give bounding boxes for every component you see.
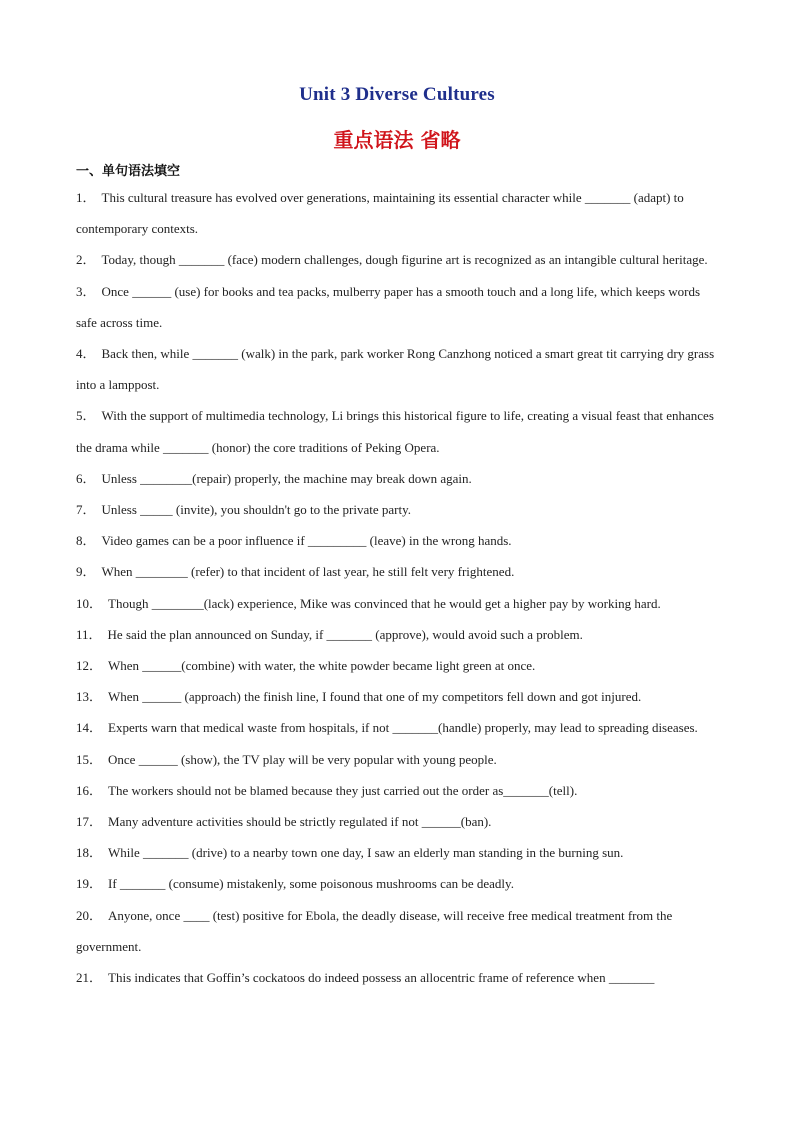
question-item <box>76 837 716 868</box>
question-text: The workers should not be blamed because they just carried out the order as_______(tell). <box>108 782 578 798</box>
question-number: 14． <box>76 720 103 736</box>
question-item <box>76 744 716 775</box>
question-number: 21． <box>76 970 103 986</box>
question-text: Experts warn that medical waste from hospitals, if not _______(handle) properly, may lead to spreading diseases. <box>108 720 698 736</box>
question-item <box>76 900 716 962</box>
question-item <box>76 276 716 338</box>
question-item <box>76 525 716 556</box>
question-number: 17． <box>76 814 103 830</box>
question-number: 13． <box>76 689 103 705</box>
question-text: Anyone, once ____ (test) positive for Ebola, the deadly disease, will receive free medical treatment from the government. <box>76 907 673 954</box>
question-text: While _______ (drive) to a nearby town one day, I saw an elderly man standing in the burning sun. <box>108 845 624 861</box>
section-heading: 一、单句语法填空 <box>76 164 181 179</box>
question-item <box>76 463 716 494</box>
question-text: When ______(combine) with water, the white powder became light green at once. <box>108 658 536 674</box>
question-text: With the support of multimedia technology, Li brings this historical figure to life, creating a visual feast that enhances the drama while _______ (honor) the core traditions of Peking Opera. <box>76 408 714 455</box>
question-item <box>76 400 716 462</box>
question-text: Once ______ (show), the TV play will be very popular with young people. <box>108 751 497 767</box>
question-number: 20． <box>76 907 103 923</box>
question-text: Though ________(lack) experience, Mike was convinced that he would get a higher pay by working hard. <box>108 595 661 611</box>
question-text: If _______ (consume) mistakenly, some poisonous mushrooms can be deadly. <box>108 876 514 892</box>
question-text: Today, though _______ (face) modern challenges, dough figurine art is recognized as an intangible cultural heritage. <box>101 252 708 268</box>
question-item <box>76 588 716 619</box>
question-number: 11． <box>76 626 102 642</box>
question-number: 1． <box>76 190 96 205</box>
question-number: 6． <box>76 470 96 486</box>
question-item <box>76 494 716 525</box>
question-item <box>76 712 716 743</box>
question-item <box>76 650 716 681</box>
question-item <box>76 868 716 899</box>
question-number: 5． <box>76 408 96 424</box>
question-text: He said the plan announced on Sunday, if _______ (approve), would avoid such a problem. <box>107 626 583 642</box>
question-text: Back then, while _______ (walk) in the park, park worker Rong Canzhong noticed a smart great tit carrying dry grass into a lamppost. <box>76 346 715 393</box>
question-text: When ________ (refer) to that incident of last year, he still felt very frightened. <box>101 564 515 580</box>
question-list <box>76 182 716 993</box>
question-number: 16． <box>76 782 103 798</box>
question-item <box>76 182 716 244</box>
question-text: Once ______ (use) for books and tea packs, mulberry paper has a smooth touch and a long life, which keeps words safe across time. <box>76 283 701 330</box>
question-item <box>76 338 716 400</box>
page-title: Unit 3 Diverse Cultures <box>299 84 495 105</box>
question-number: 15． <box>76 751 103 767</box>
question-number: 4． <box>76 346 96 362</box>
question-number: 12． <box>76 658 103 674</box>
question-item <box>76 775 716 806</box>
question-item <box>76 681 716 712</box>
page-subtitle: 重点语法 省略 <box>333 128 461 152</box>
question-item <box>76 556 716 587</box>
question-number: 19． <box>76 876 103 892</box>
question-number: 18． <box>76 845 103 861</box>
question-text: Video games can be a poor influence if _________ (leave) in the wrong hands. <box>101 533 512 549</box>
question-text: Many adventure activities should be strictly regulated if not ______(ban). <box>108 814 492 830</box>
question-number: 3． <box>76 283 96 299</box>
question-number: 8． <box>76 533 96 549</box>
question-text: This cultural treasure has evolved over generations, maintaining its essential character while _______ (adapt) to contemporary contexts. <box>76 190 684 237</box>
question-number: 2． <box>76 252 96 268</box>
question-text: Unless _____ (invite), you shouldn't go to the private party. <box>101 502 411 518</box>
question-item <box>76 806 716 837</box>
question-number: 9． <box>76 564 96 580</box>
question-item <box>76 244 716 275</box>
question-number: 10． <box>76 595 103 611</box>
question-text: This indicates that Goffin’s cockatoos do indeed possess an allocentric frame of reference when _______ <box>108 970 655 986</box>
question-item <box>76 962 716 993</box>
question-text: Unless ________(repair) properly, the machine may break down again. <box>101 470 472 486</box>
question-text: When ______ (approach) the finish line, I found that one of my competitors fell down and got injured. <box>108 689 642 705</box>
question-number: 7． <box>76 502 96 518</box>
question-item <box>76 619 716 650</box>
